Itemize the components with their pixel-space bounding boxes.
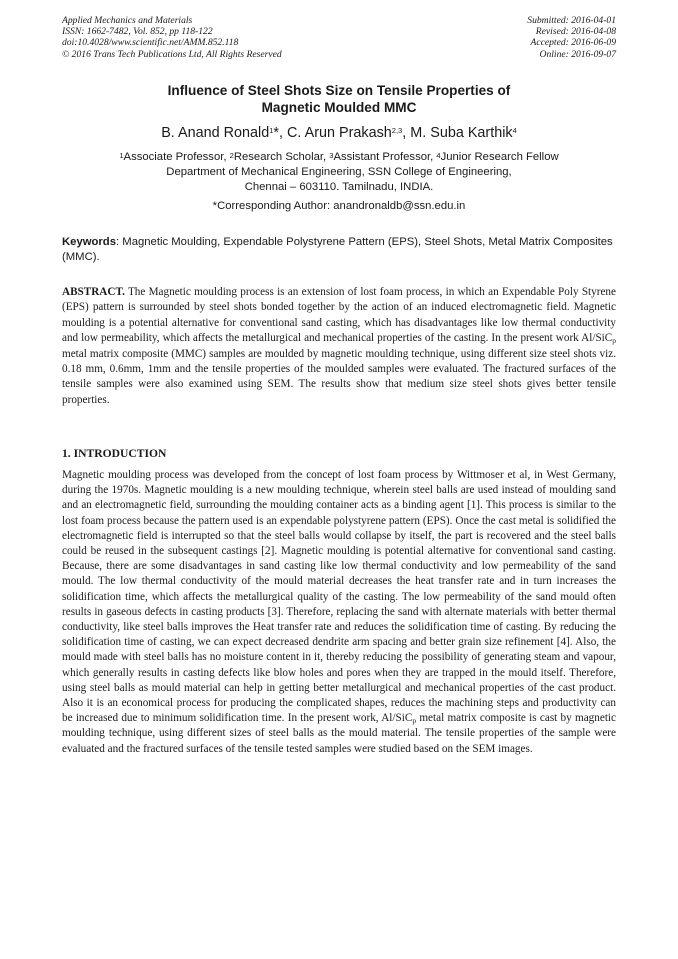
corresponding-mark: *, [273, 125, 287, 141]
doi-line[interactable] [62, 37, 282, 48]
journal-info [62, 15, 282, 60]
intro-text-2: metal matrix composite is cast by magnetic moulding technique, using different sizes of steel balls as the mould material. The tensile properties of the sample were evaluated and the fractured surfaces of the tensile tested samples were studied based on the SEM images. [62, 712, 616, 755]
role-4-sup: 4 [436, 151, 441, 160]
role-2-sup: 2 [229, 151, 234, 160]
abstract-subscript: p [612, 336, 616, 346]
accepted-date: Accepted: 2016-06-09 [530, 37, 616, 49]
keywords [62, 235, 616, 265]
author-2: C. Arun Prakash [287, 125, 392, 141]
department-line: Department of Mechanical Engineering, SSN College of Engineering, [166, 166, 512, 178]
corresponding-author: *Corresponding Author: anandronaldb@ssn.edu.in [212, 200, 466, 212]
affiliations [62, 150, 616, 195]
copyright-line: © 2016 Trans Tech Publications Ltd, All Rights Reserved [62, 48, 282, 60]
role-3-sup: 3 [329, 151, 334, 160]
issn-line: ISSN: 1662-7482, Vol. 852, pp 118-122 [62, 26, 213, 38]
roles-line [62, 150, 616, 165]
city-line: Chennai – 603110. Tamilnadu, INDIA. [244, 181, 434, 193]
intro-subscript: p [412, 716, 417, 726]
author-list [62, 124, 616, 142]
section-heading: 1. INTRODUCTION [62, 447, 167, 460]
keywords-label: Keywords [62, 236, 116, 248]
abstract-text-2: metal matrix composite (MMC) samples are moulded by magnetic moulding technique, using different size steel shots viz. 0.18 mm, 0.6mm, 1mm and the tensile properties of the moulded samples were evaluated. The fractured surfaces of the tensile samples were also examined using SEM. The results show that medium size steel shots gives better tensile properties. [62, 347, 616, 406]
submitted-date: Submitted: 2016-04-01 [527, 15, 616, 26]
online-date: Online: 2016-09-07 [539, 48, 616, 60]
revised-date: Revised: 2016-04-08 [535, 26, 616, 38]
paper-title [62, 82, 616, 116]
role-4: Junior Research Fellow [440, 151, 559, 163]
abstract-label: ABSTRACT. [62, 286, 125, 298]
author-2-affil: 2,3 [391, 126, 403, 135]
doi-link[interactable]: doi:10.4028/www.scientific.net/AMM.852.118 [62, 37, 239, 49]
abstract [62, 285, 616, 408]
abstract-text-1: The Magnetic moulding process is an extension of lost foam process, in which an Expendable Poly Styrene (EPS) pattern is surrounded by steel shots bonded together by the action of an induced electromagnetic field. Magnetic moulding is a potential alternative for conventional sand casting, which has disadvantages like low thermal conductivity and low permeability, which affects the metallurgical and mechanical properties of the casting. In the present work Al/SiC [62, 286, 616, 345]
author-separator: , [402, 125, 411, 141]
role-2: Research Scholar, [233, 151, 330, 163]
introduction-body [62, 468, 616, 757]
author-1: B. Anand Ronald [161, 125, 270, 141]
author-3-affil: 4 [512, 126, 517, 135]
role-3: Assistant Professor, [333, 151, 437, 163]
journal-name: Applied Mechanics and Materials [62, 15, 193, 26]
role-1-sup: 1 [119, 151, 124, 160]
dates-info [527, 15, 616, 60]
author-3: M. Suba Karthik [410, 125, 513, 141]
author-1-affil: 1 [269, 126, 274, 135]
title-line-1: Influence of Steel Shots Size on Tensile Properties of [167, 83, 511, 98]
keywords-text: : Magnetic Moulding, Expendable Polystyrene Pattern (EPS), Steel Shots, Metal Matrix Composites (MMC). [62, 236, 613, 264]
intro-text-1: Magnetic moulding process was developed from the concept of lost foam process by Wittmoser et al, in West Germany, during the 1970s. Magnetic moulding is a new moulding technique, wherein steel balls are used instead of moulding sand and an electromagnetic field, surrounding the moulding container acts as a binding agent [1]. This process is similar to the lost foam process because the pattern used is an expendable polystyrene pattern (EPS). Once the cast metal is solidified the electromagnetic field is interrupted so that the steel balls would collapse by itself, the part is recovered and the steel balls could be reused in the subsequent castings [2]. Magnetic moulding is potential alternative for conventional sand casting. Because, there are some disadvantages in sand casting like low thermal conductivity and low permeability of the sand mould. The low thermal conductivity of the mould material decreases the heat transfer rate and in turn increases the solidification time, which affects the metallurgical quality of the casting. The low permeability of the sand mould often results in gaseous defects in casting products [3]. Therefore, replacing the sand with alternate materials with better thermal conductivity, like steel balls improves the Heat transfer rate and reduces the solidification time of casting. By reducing the solidification time of casting, we can expect decreased dendrite arm spacing and better grain size refinement [4]. Also, the mould made with steel balls has no moisture content in it, thereby reducing the possibility of generating steam and vapour, which generally results in casting defects like blow holes and pores when they are trapped in the mould itself. Therefore, using steel balls as mould material can help in getting better metallurgical and mechanical properties of the cast product. Also it is an economical process for producing the complicated shapes, reduces the machining steps and productivity can be increased due to minimum solidification time. In the present work, Al/SiC [62, 469, 616, 725]
title-line-2: Magnetic Moulded MMC [261, 100, 417, 115]
role-1: Associate Professor, [123, 151, 230, 163]
